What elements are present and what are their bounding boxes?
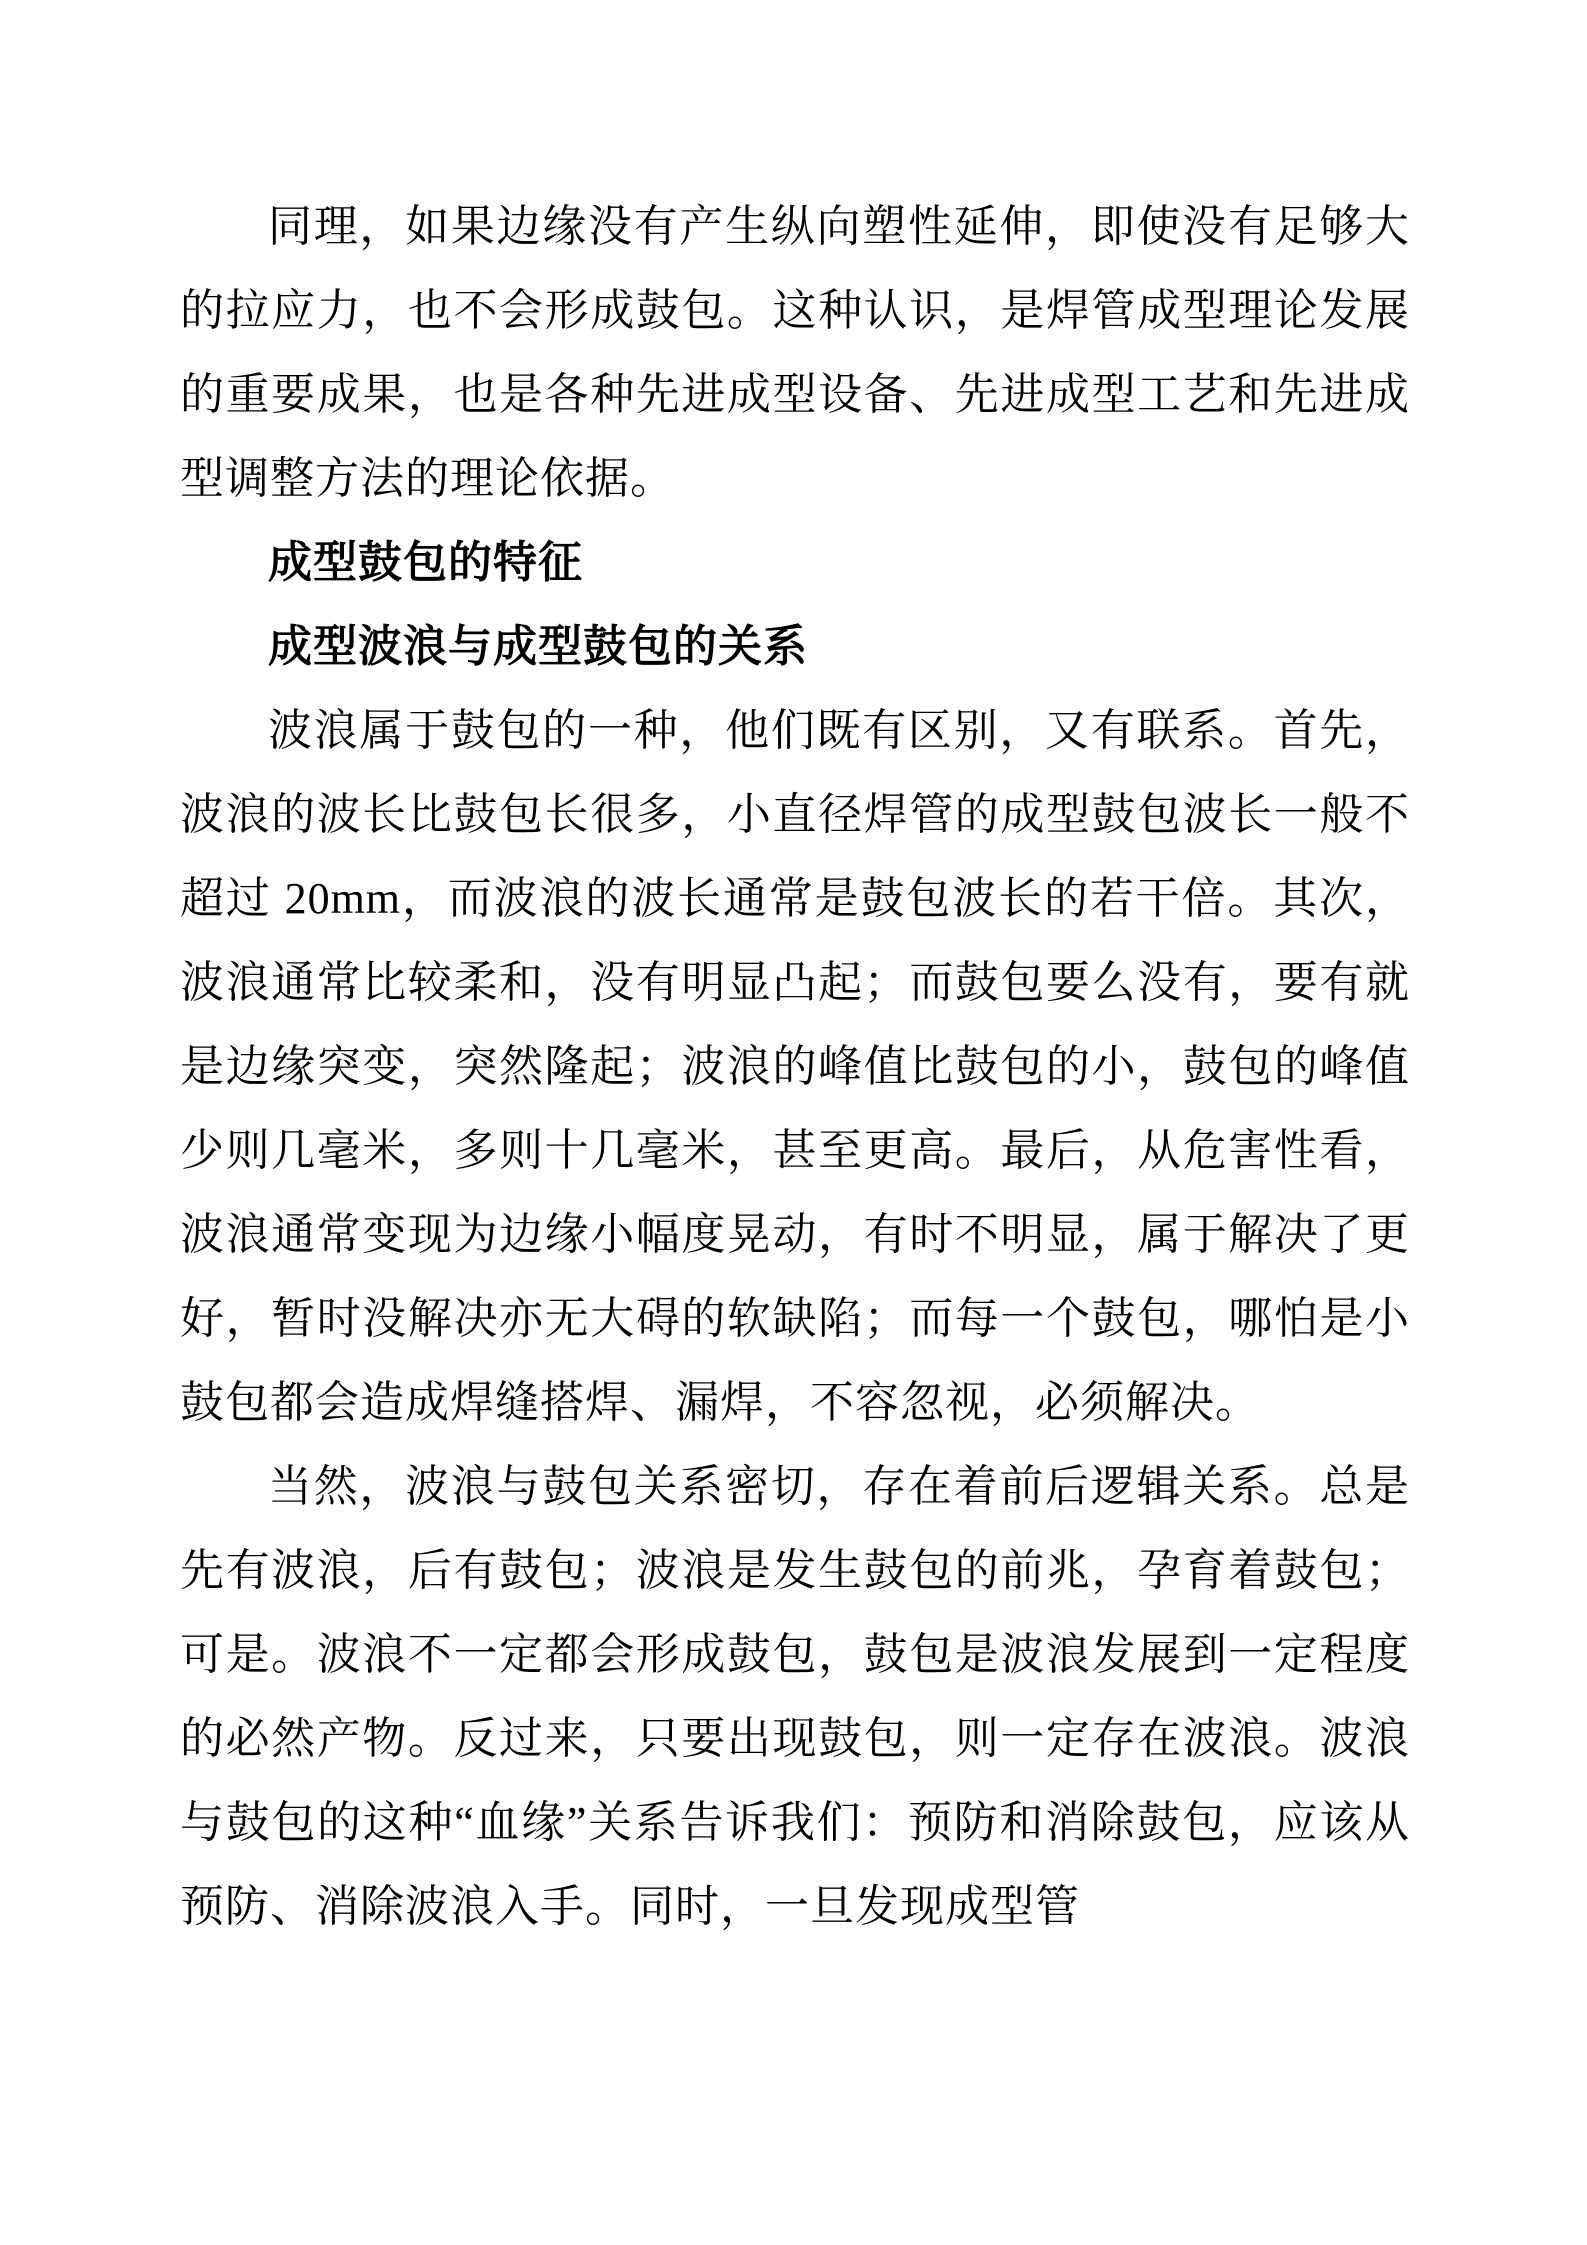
paragraph-wave-vs-bulge-differences: 波浪属于鼓包的一种，他们既有区别，又有联系。首先，波浪的波长比鼓包长很多，小直径焊管的成型鼓包波长一般不超过 20mm，而波浪的波长通常是鼓包波长的若干倍。其次，波浪通常比较柔和，没有明显凸起；而鼓包要么没有，要有就是边缘突变，突然隆起；波浪的峰值比鼓包的小，鼓包的峰值少则几毫米，多则十几毫米，甚至更高。最后，从危害性看，波浪通常变现为边缘小幅度晃动，有时不明显，属于解决了更好，暂时没解决亦无大碍的软缺陷；而每一个鼓包，哪怕是小鼓包都会造成焊缝搭焊、漏焊，不容忽视，必须解决。: [180, 706, 1410, 1427]
paragraph-wave-bulge-logic: 当然，波浪与鼓包关系密切，存在着前后逻辑关系。总是先有波浪，后有鼓包；波浪是发生鼓包的前兆，孕育着鼓包；可是。波浪不一定都会形成鼓包，鼓包是波浪发展到一定程度的必然产物。反过来，只要出现鼓包，则一定存在波浪。波浪与鼓包的这种“血缘”关系告诉我们：预防和消除鼓包，应该从预防、消除波浪入手。同时，一旦发现成型管: [180, 1462, 1410, 1931]
heading-wave-bulge-relationship: 成型波浪与成型鼓包的关系: [268, 622, 808, 671]
paragraph-forming-theory-conclusion: 同理，如果边缘没有产生纵向塑性延伸，即使没有足够大的拉应力，也不会形成鼓包。这种认识，是焊管成型理论发展的重要成果，也是各种先进成型设备、先进成型工艺和先进成型调整方法的理论依据。: [180, 202, 1410, 503]
heading-bulge-characteristics: 成型鼓包的特征: [268, 538, 583, 587]
